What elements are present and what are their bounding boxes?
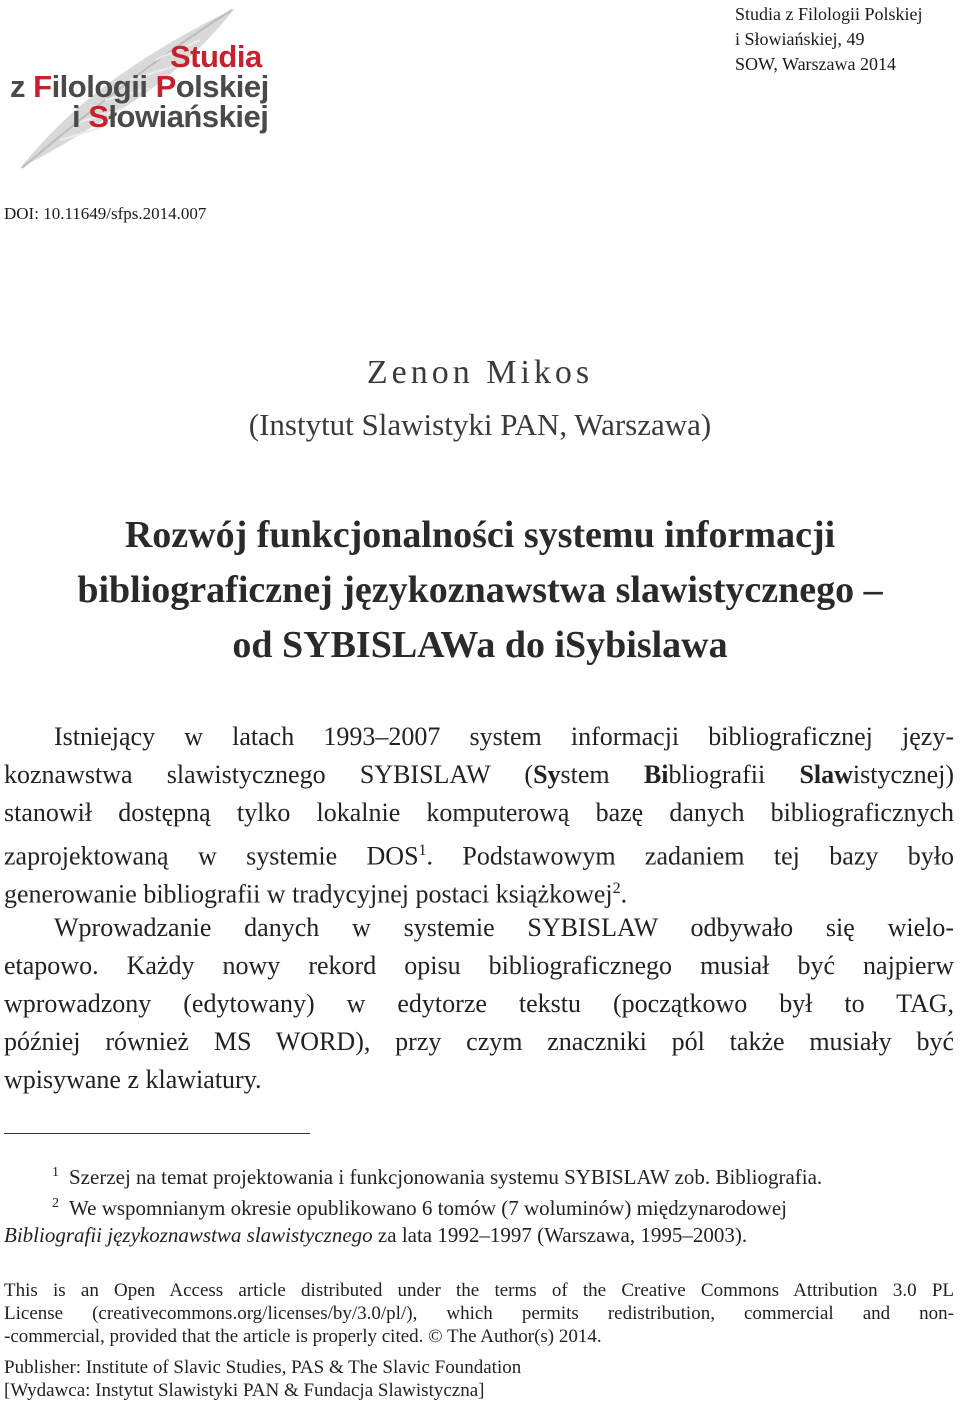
title-line: Rozwój funkcjonalności systemu informacji xyxy=(124,514,836,556)
journal-info-line: i Słowiańskiej, 49 xyxy=(735,29,865,49)
license-line: License (creativecommons.org/licenses/by/3.0/pl/), which permits redistribution, commercial and non- xyxy=(4,1303,954,1324)
license-line: This is an Open Access article distributed under the terms of the Creative Commons Attribution 3.0 PL xyxy=(4,1280,954,1301)
footnote-2 xyxy=(52,1189,787,1223)
logo-line-1: Studia xyxy=(170,39,262,74)
logo-line-3a: i xyxy=(72,99,89,134)
text-run: . Podstawowym zadaniem tej bazy było xyxy=(426,841,954,871)
footnote-ref[interactable]: 2 xyxy=(612,880,621,897)
text-run: . xyxy=(620,879,628,909)
paragraph-1-line xyxy=(4,870,954,914)
text-run: bliografii xyxy=(668,760,800,789)
title-line: od SYBISLAWa do iSybislawa xyxy=(232,624,728,666)
license-line: -commercial, provided that the article is properly cited. © The Author(s) 2014. xyxy=(4,1326,602,1347)
footnote-2-continued xyxy=(4,1220,747,1250)
paragraph-1-line xyxy=(4,756,954,794)
logo-line-2b: F xyxy=(33,69,52,104)
logo-line-3c: łowiańskiej xyxy=(108,99,269,134)
text-run: koznawstwa slawistycznego SYBISLAW ( xyxy=(4,760,534,789)
author-affiliation: (Instytut Slawistyki PAN, Warszawa) xyxy=(248,407,712,442)
title-line: bibliograficznej językoznawstwa slawistycznego – xyxy=(77,569,883,611)
footnote-1 xyxy=(52,1158,822,1192)
journal-info-line: Studia z Filologii Polskiej xyxy=(735,4,923,24)
paragraph-2-line: Wprowadzanie danych w systemie SYBISLAW odbywało się wielo- xyxy=(54,913,954,942)
journal-info-line: SOW, Warszawa 2014 xyxy=(735,54,897,74)
journal-info xyxy=(735,2,923,77)
footnote-text: We wspomnianym okresie opublikowano 6 tomów (7 woluminów) międzynarodowej xyxy=(69,1196,788,1220)
logo-line-2d: P xyxy=(155,69,176,104)
footnote-divider xyxy=(4,1133,310,1134)
paragraph-2-line: wprowadzony (edytowany) w edytorze tekstu (początkowo był to TAG, xyxy=(4,989,954,1018)
text-run: stem xyxy=(560,760,644,789)
paragraph-1-line: stanowił dostępną tylko lokalnie komputerową bazę danych bibliograficznych xyxy=(4,798,954,827)
logo-wordmark xyxy=(10,39,269,134)
footnote-italic-title: Bibliografii językoznawstwa slawistycznego xyxy=(4,1223,373,1247)
paragraph-1-line: Istniejący w latach 1993–2007 system informacji bibliograficznej języ- xyxy=(54,722,954,751)
logo-line-3b: S xyxy=(88,99,109,134)
journal-logo xyxy=(0,0,340,175)
paragraph-2-line: etapowo. Każdy nowy rekord opisu bibliograficznego musiał być najpierw xyxy=(4,951,954,980)
footnote-text: za lata 1992–1997 (Warszawa, 1995–2003). xyxy=(372,1223,748,1247)
logo-line-2a: z xyxy=(10,69,34,104)
footnote-number: 1 xyxy=(52,1165,59,1180)
paragraph-2-line: wpisywane z klawiatury. xyxy=(4,1065,262,1094)
text-run: zaprojektowaną w systemie DOS xyxy=(4,841,419,871)
text-run: generowanie bibliografii w tradycyjnej postaci książkowej xyxy=(4,879,613,909)
footnote-text: Szerzej na temat projektowania i funkcjonowania systemu SYBISLAW zob. Bibliografia. xyxy=(69,1165,823,1189)
bold-run: Slaw xyxy=(799,760,853,789)
bold-run: Sy xyxy=(533,760,561,789)
article-title xyxy=(0,508,960,673)
logo-line-2c: ilologii xyxy=(51,69,156,104)
footnote-ref[interactable]: 1 xyxy=(418,842,427,859)
bold-run: Bi xyxy=(643,760,669,789)
publisher-line: Publisher: Institute of Slavic Studies, PAS & The Slavic Foundation xyxy=(4,1357,522,1378)
footnote-number: 2 xyxy=(52,1196,59,1211)
publisher-line: [Wydawca: Instytut Slawistyki PAN & Fundacja Slawistyczna] xyxy=(4,1380,485,1401)
paragraph-2-line: później również MS WORD), przy czym znaczniki pól także musiały być xyxy=(4,1027,954,1056)
logo-line-2e: olskiej xyxy=(175,69,269,104)
text-run: istycznej) xyxy=(852,760,954,789)
author-name: Zenon Mikos xyxy=(366,354,594,391)
doi: DOI: 10.11649/sfps.2014.007 xyxy=(4,204,207,223)
